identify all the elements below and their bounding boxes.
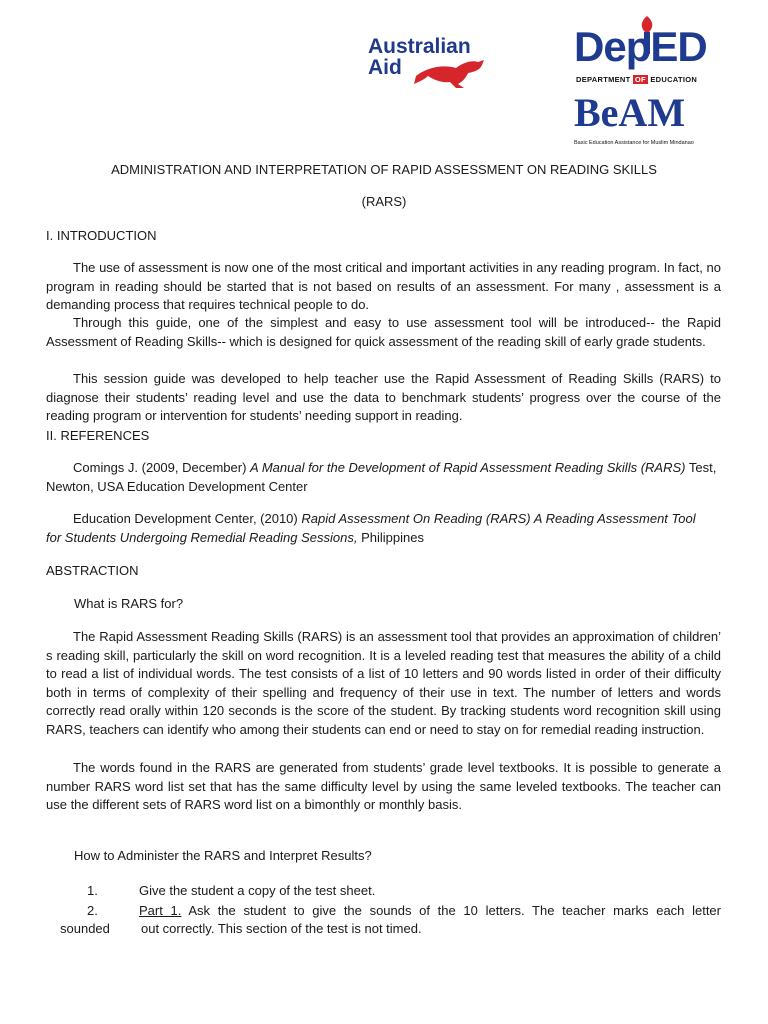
abstraction-question: What is RARS for? — [74, 596, 184, 611]
deped-sub-left: DEPARTMENT — [576, 75, 631, 84]
intro-paragraph-1: The use of assessment is now one of the most critical and important activities in any reading program. In fact, no program in reading should be started that is not based on results of an assessment. For many , assessment is a demanding process that requires technical people to do. — [46, 260, 721, 312]
deped-sub-of: OF — [634, 75, 646, 84]
deped-logo — [574, 16, 718, 82]
list-item-2-part-label: Part 1. — [139, 903, 182, 918]
list-item-1-number: 1. — [87, 883, 98, 898]
reference-1-tail: Test, Newton, USA Education Development Center — [46, 460, 717, 494]
australian-aid-line1: Australian — [368, 35, 471, 58]
references-heading: II. REFERENCES — [46, 428, 150, 443]
reference-2-title: Rapid Assessment On Reading (RARS) A Reading Assessment Tool for Students Undergoing Remedial Reading Sessions, — [46, 511, 696, 545]
reference-2-tail: Philippines — [357, 529, 424, 545]
list-item-2-continuation-b: out correctly. This section of the test is not timed. — [141, 921, 422, 936]
beam-logo — [574, 92, 714, 144]
list-item-2-text — [139, 902, 721, 921]
beam-wordmark: BeAM — [574, 90, 686, 135]
abstraction-paragraph-2: The words found in the RARS are generated from students’ grade level textbooks. It is possible to generate a number RARS word list set that has the same difficulty level by using the same leveled textbooks. The teacher can use the different sets of RARS word list on a bimonthly or monthly basis. — [46, 760, 721, 812]
list-item-2-number: 2. — [87, 903, 98, 918]
reference-1-lead: Comings J. (2009, December) — [73, 460, 251, 475]
abstraction-paragraph-1: The Rapid Assessment Reading Skills (RARS) is an assessment tool that provides an approximation of children’ s reading skill, particularly the skill on word recognition. It is a leveled reading test that measures the ability of a child to read a list of individual words. The test consists of a list of 10 letters and 90 words listed in order of their difficulty both in terms of complexity of their spelling and frequency of their use in text. The number of letters and words correctly read orally within 120 seconds is the score of the student. By tracking students word recognition skill using RARS, teachers can identify who among their students can end or need to stay on for remedial reading instruction. — [46, 629, 721, 737]
deped-subtitle — [576, 71, 697, 90]
reference-2-lead: Education Development Center, (2010) — [73, 511, 302, 526]
australian-aid-line2: Aid — [368, 56, 402, 79]
reference-2 — [46, 510, 706, 547]
list-item-2-body: Ask the student to give the sounds of the 10 letters. The teacher marks each letter — [181, 903, 721, 918]
reference-1 — [46, 459, 726, 496]
list-item-1-text: Give the student a copy of the test sheet. — [139, 883, 376, 898]
kangaroo-icon — [412, 54, 490, 90]
intro-paragraph-3: This session guide was developed to help teacher use the Rapid Assessment of Reading Skills (RARS) to diagnose their students’ reading level and use the data to benchmark students’ progress over the course of the reading program or intervention for students’ needing support in reading. — [46, 371, 721, 423]
document-title: ADMINISTRATION AND INTERPRETATION OF RAPID ASSESSMENT ON READING SKILLS — [111, 162, 657, 177]
howto-heading: How to Administer the RARS and Interpret Results? — [74, 848, 372, 863]
intro-heading: I. INTRODUCTION — [46, 228, 157, 243]
beam-subtitle: Basic Education Assistance for Muslim Mindanao — [574, 140, 694, 146]
intro-paragraph-2: Through this guide, one of the simplest and easy to use assessment tool will be introduced-- the Rapid Assessment of Reading Skills-- which is designed for quick assessment of the reading skill of early grade students. — [46, 315, 721, 349]
reference-1-title: A Manual for the Development of Rapid Assessment Reading Skills (RARS) — [250, 460, 686, 475]
list-item-2-continuation-a: sounded — [60, 921, 110, 936]
deped-sub-right: EDUCATION — [650, 75, 698, 84]
deped-wordmark: DepED — [574, 23, 707, 70]
australian-aid-logo — [368, 36, 498, 92]
document-subtitle: (RARS) — [361, 194, 407, 209]
abstraction-heading: ABSTRACTION — [46, 563, 139, 578]
